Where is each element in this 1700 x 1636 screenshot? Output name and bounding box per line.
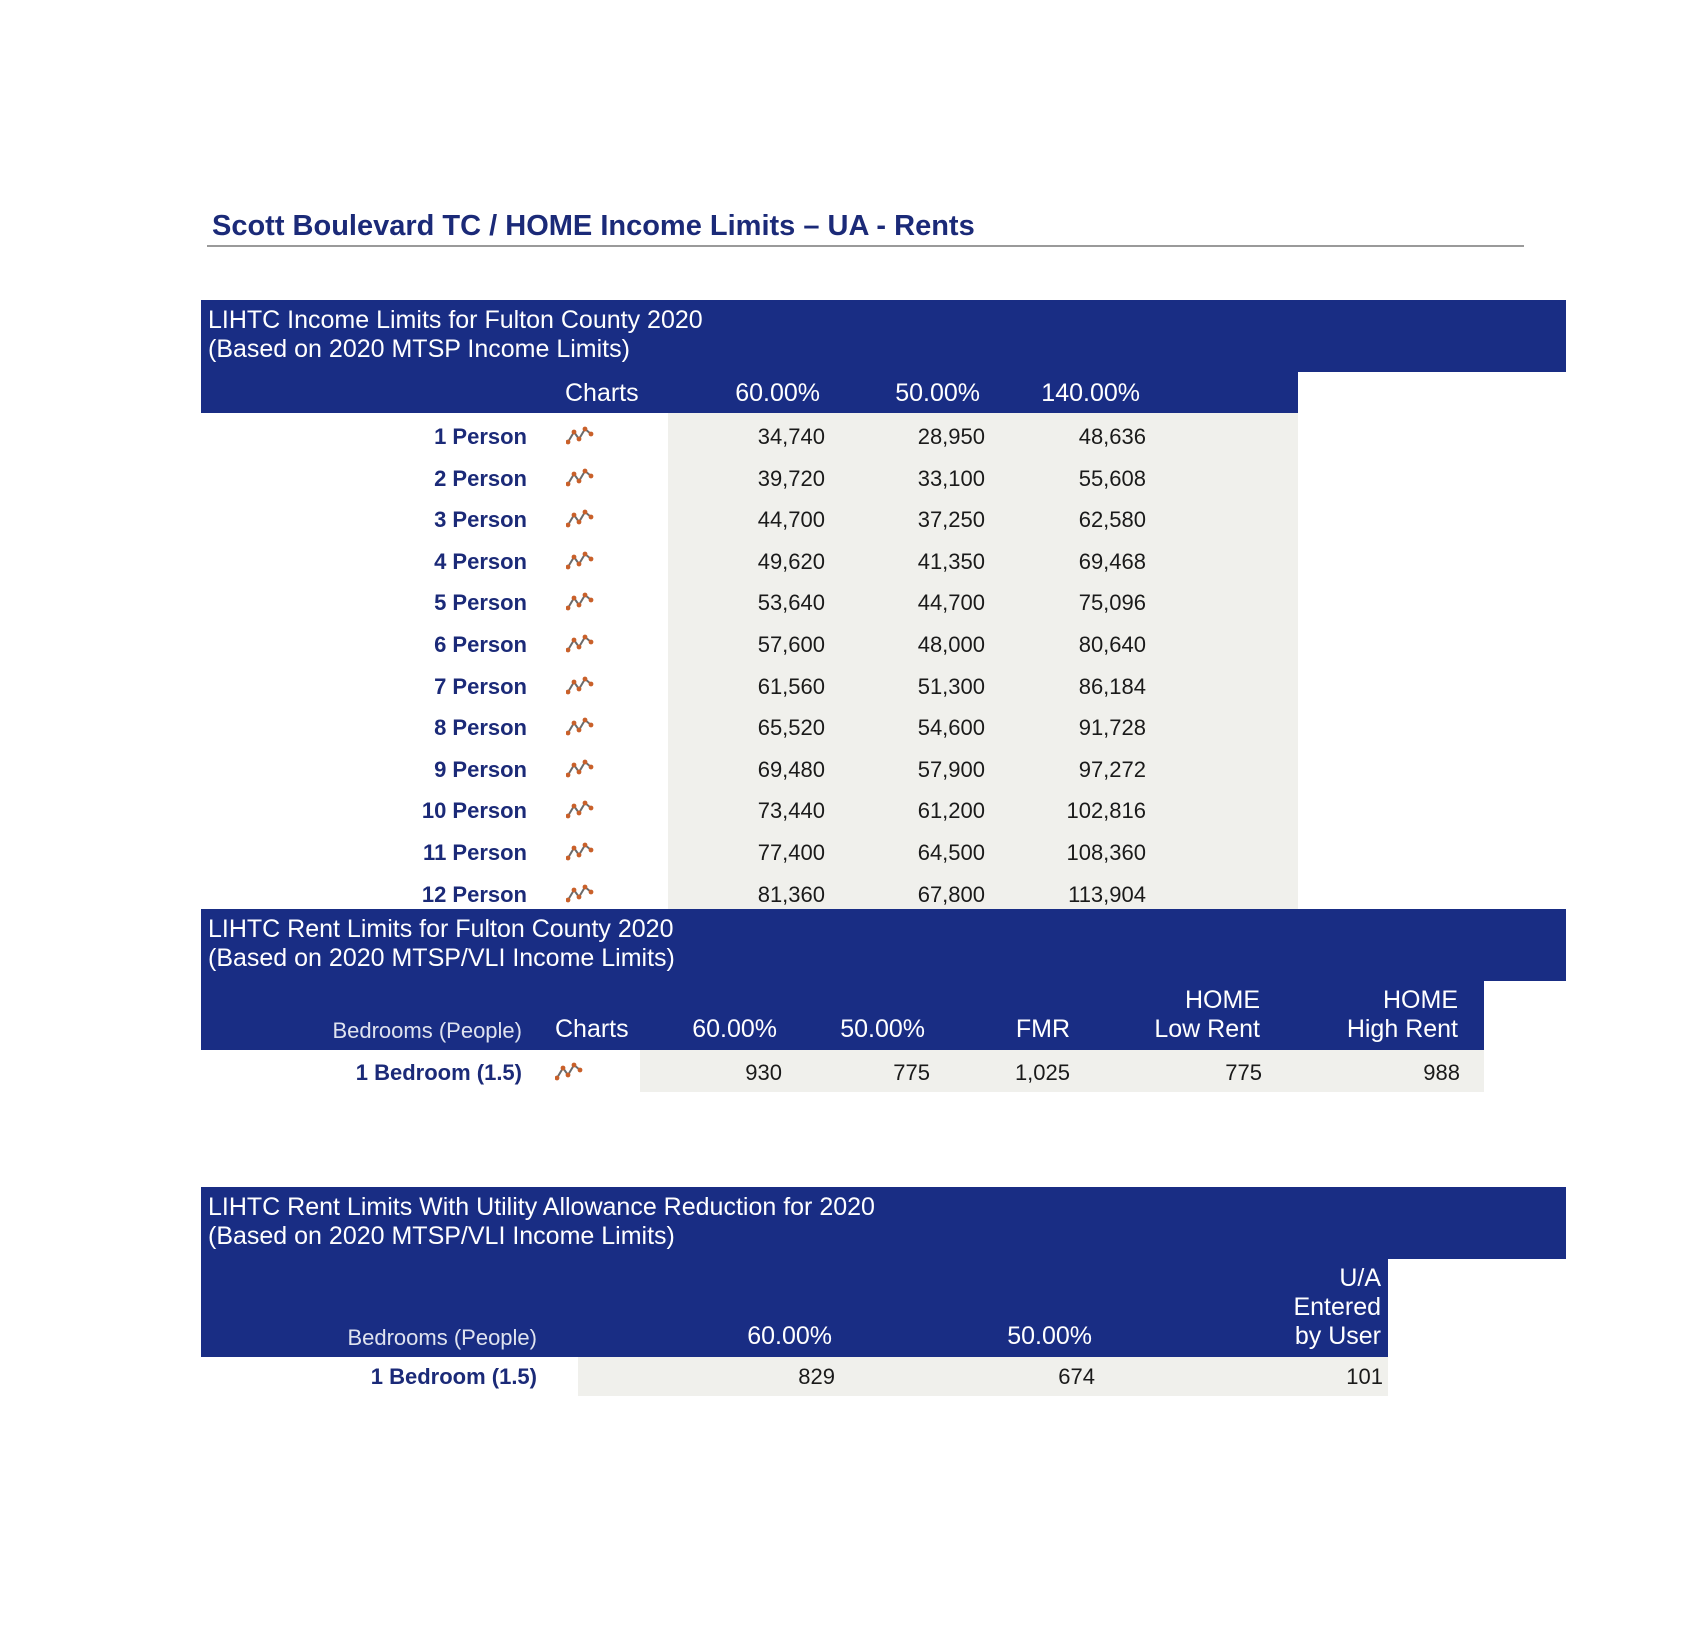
rent-caption-line2: (Based on 2020 MTSP/VLI Income Limits) bbox=[208, 944, 675, 972]
line-chart-icon[interactable] bbox=[566, 591, 594, 611]
line-chart-icon[interactable] bbox=[566, 758, 594, 778]
line-chart-icon[interactable] bbox=[566, 633, 594, 653]
rent-header-home-low-2: Low Rent bbox=[1154, 1015, 1260, 1043]
household-size-label: 6 Person bbox=[434, 632, 527, 657]
household-size-label: 7 Person bbox=[434, 674, 527, 699]
rent-row-label: 1 Bedroom (1.5) bbox=[355, 1060, 522, 1085]
rent-value-50: 775 bbox=[893, 1060, 930, 1085]
income-header-charts: Charts bbox=[565, 379, 639, 407]
income-value-140: 86,184 bbox=[1078, 674, 1146, 699]
income-value-140: 75,096 bbox=[1078, 590, 1146, 615]
income-value-50: 44,700 bbox=[917, 590, 985, 615]
rent-header-50: 50.00% bbox=[840, 1015, 925, 1043]
household-size-label: 11 Person bbox=[423, 840, 527, 865]
rent-header-home-low-1: HOME bbox=[1185, 986, 1260, 1014]
household-size-label: 9 Person bbox=[434, 757, 527, 782]
line-chart-icon[interactable] bbox=[566, 508, 594, 528]
rent-value-fmr: 1,025 bbox=[1014, 1060, 1070, 1085]
ua-header-60: 60.00% bbox=[747, 1322, 832, 1350]
ua-table-caption bbox=[201, 1187, 1566, 1259]
rent-caption-line1: LIHTC Rent Limits for Fulton County 2020 bbox=[208, 915, 674, 943]
rent-header-home-high-1: HOME bbox=[1383, 986, 1458, 1014]
rent-header-home-high-2: High Rent bbox=[1346, 1015, 1458, 1043]
ua-header-50: 50.00% bbox=[1007, 1322, 1092, 1350]
line-chart-icon[interactable] bbox=[566, 550, 594, 570]
income-value-50: 54,600 bbox=[917, 715, 985, 740]
ua-caption-line1: LIHTC Rent Limits With Utility Allowance Reduction for 2020 bbox=[208, 1193, 875, 1221]
page-title: Scott Boulevard TC / HOME Income Limits – UA - Rents bbox=[212, 210, 975, 242]
rent-table-caption bbox=[201, 909, 1566, 981]
household-size-label: 4 Person bbox=[434, 549, 527, 574]
income-table-caption bbox=[201, 300, 1566, 372]
line-chart-icon[interactable] bbox=[566, 716, 594, 736]
income-value-140: 69,468 bbox=[1078, 549, 1146, 574]
rent-value-60: 930 bbox=[745, 1060, 782, 1085]
income-value-140: 62,580 bbox=[1078, 507, 1146, 532]
income-value-140: 55,608 bbox=[1078, 466, 1146, 491]
line-chart-icon[interactable] bbox=[555, 1061, 583, 1081]
income-value-60: 34,740 bbox=[757, 424, 825, 449]
line-chart-icon[interactable] bbox=[566, 425, 594, 445]
income-header-60: 60.00% bbox=[735, 379, 820, 407]
income-value-50: 51,300 bbox=[917, 674, 985, 699]
ua-header-line2: Entered bbox=[1293, 1293, 1381, 1321]
line-chart-icon[interactable] bbox=[566, 675, 594, 695]
income-value-60: 39,720 bbox=[757, 466, 825, 491]
income-value-60: 49,620 bbox=[757, 549, 825, 574]
ua-header-line1: U/A bbox=[1339, 1264, 1381, 1292]
income-value-50: 33,100 bbox=[917, 466, 985, 491]
income-caption-line1: LIHTC Income Limits for Fulton County 2020 bbox=[208, 306, 703, 334]
income-value-140: 80,640 bbox=[1078, 632, 1146, 657]
income-value-140: 97,272 bbox=[1078, 757, 1146, 782]
household-size-label: 10 Person bbox=[421, 798, 527, 823]
ua-header-bedrooms: Bedrooms (People) bbox=[347, 1325, 537, 1350]
income-value-60: 77,400 bbox=[757, 840, 825, 865]
line-chart-icon[interactable] bbox=[566, 841, 594, 861]
income-value-60: 53,640 bbox=[757, 590, 825, 615]
ua-value-50: 674 bbox=[1058, 1364, 1095, 1389]
ua-header-line3: by User bbox=[1294, 1322, 1381, 1350]
income-header-140: 140.00% bbox=[1041, 379, 1140, 407]
title-divider bbox=[207, 245, 1524, 247]
line-chart-icon[interactable] bbox=[566, 883, 594, 903]
rent-value-home-high: 988 bbox=[1423, 1060, 1460, 1085]
income-value-50: 28,950 bbox=[917, 424, 985, 449]
income-value-50: 64,500 bbox=[917, 840, 985, 865]
income-value-140: 113,904 bbox=[1068, 882, 1146, 907]
income-value-60: 57,600 bbox=[757, 632, 825, 657]
income-value-140: 91,728 bbox=[1078, 715, 1146, 740]
household-size-label: 1 Person bbox=[434, 424, 527, 449]
income-caption-line2: (Based on 2020 MTSP Income Limits) bbox=[208, 335, 630, 363]
income-value-50: 48,000 bbox=[917, 632, 985, 657]
rent-header-charts: Charts bbox=[555, 1015, 629, 1043]
income-value-140: 48,636 bbox=[1078, 424, 1146, 449]
income-value-50: 37,250 bbox=[917, 507, 985, 532]
rent-header-bedrooms: Bedrooms (People) bbox=[332, 1018, 522, 1043]
income-value-50: 67,800 bbox=[917, 882, 985, 907]
ua-value-entered: 101 bbox=[1346, 1364, 1383, 1389]
income-value-60: 81,360 bbox=[757, 882, 825, 907]
household-size-label: 3 Person bbox=[434, 507, 527, 532]
income-value-60: 61,560 bbox=[757, 674, 825, 699]
ua-caption-line2: (Based on 2020 MTSP/VLI Income Limits) bbox=[208, 1222, 675, 1250]
income-value-60: 73,440 bbox=[757, 798, 825, 823]
ua-value-60: 829 bbox=[798, 1364, 835, 1389]
income-value-140: 102,816 bbox=[1066, 798, 1146, 823]
rent-header-60: 60.00% bbox=[692, 1015, 777, 1043]
rent-value-home-low: 775 bbox=[1225, 1060, 1262, 1085]
income-value-60: 65,520 bbox=[757, 715, 825, 740]
household-size-label: 8 Person bbox=[434, 715, 527, 740]
income-value-50: 61,200 bbox=[917, 798, 985, 823]
household-size-label: 12 Person bbox=[421, 882, 527, 907]
income-header-50: 50.00% bbox=[895, 379, 980, 407]
line-chart-icon[interactable] bbox=[566, 799, 594, 819]
income-value-50: 41,350 bbox=[917, 549, 985, 574]
line-chart-icon[interactable] bbox=[566, 467, 594, 487]
household-size-label: 2 Person bbox=[434, 466, 527, 491]
income-value-50: 57,900 bbox=[917, 757, 985, 782]
income-value-140: 108,360 bbox=[1066, 840, 1146, 865]
income-value-60: 69,480 bbox=[757, 757, 825, 782]
income-value-60: 44,700 bbox=[757, 507, 825, 532]
ua-row-label: 1 Bedroom (1.5) bbox=[370, 1364, 537, 1389]
household-size-label: 5 Person bbox=[434, 590, 527, 615]
rent-header-fmr: FMR bbox=[1015, 1015, 1070, 1043]
